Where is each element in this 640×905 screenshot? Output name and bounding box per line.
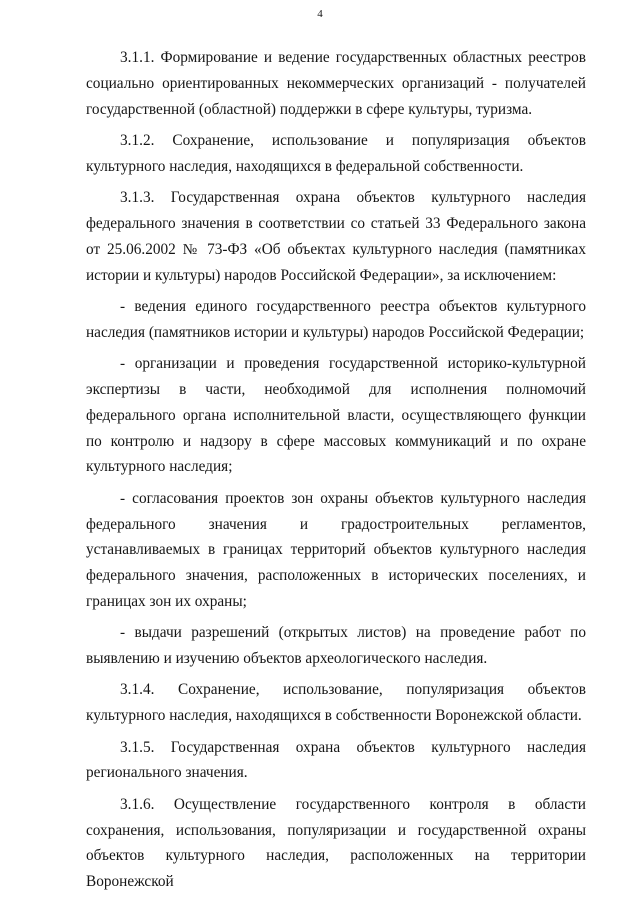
paragraph-3-1-1: 3.1.1. Формирование и ведение государственных областных реестров социально ориентированных некоммерческих организаций - получателей государственной (областной) поддержки в сфере культуры, туризма. <box>86 49 586 118</box>
paragraph-3-1-6: 3.1.6. Осуществление государственного контроля в области сохранения, использования, популяризации и государственной охраны объектов культурного наследия, расположенных на территории Воронежской <box>86 795 586 891</box>
page-number: 4 <box>317 8 323 20</box>
paragraph-3-1-2: 3.1.2. Сохранение, использование и популяризация объектов культурного наследия, находящихся в федеральной собственности. <box>86 131 586 175</box>
list-item-registry: - ведения единого государственного реестра объектов культурного наследия (памятников истории и культуры) народов Российской Федерации; <box>86 297 586 341</box>
paragraph-3-1-5: 3.1.5. Государственная охрана объектов культурного наследия регионального значения. <box>86 738 586 782</box>
list-item-permits: - выдачи разрешений (открытых листов) на проведение работ по выявлению и изучению объектов археологического наследия. <box>86 624 586 668</box>
list-item-expertise: - организации и проведения государственной историко-культурной экспертизы в части, необходимой для исполнения полномочий федерального органа исполнительной власти, осуществляющего функции по контролю и надзору в сфере массовых коммуникаций и по охране культурного наследия; <box>86 355 586 476</box>
paragraph-3-1-3: 3.1.3. Государственная охрана объектов культурного наследия федерального значения в соответствии со статьей 33 Федерального закона от 25.06.2002 № 73-ФЗ «Об объектах культурного наследия (памятниках истории и культуры) народов Российской Федерации», за исключением: <box>86 189 586 284</box>
list-item-protection-zones: - согласования проектов зон охраны объектов культурного наследия федерального значения и градостроительных регламентов, устанавливаемых в границах территорий объектов культурного наследия федерального значения, расположенных в исторических поселениях, и границах зон их охраны; <box>86 489 586 610</box>
document-body <box>86 45 586 895</box>
paragraph-3-1-4: 3.1.4. Сохранение, использование, популяризация объектов культурного наследия, находящихся в собственности Воронежской области. <box>86 681 586 725</box>
